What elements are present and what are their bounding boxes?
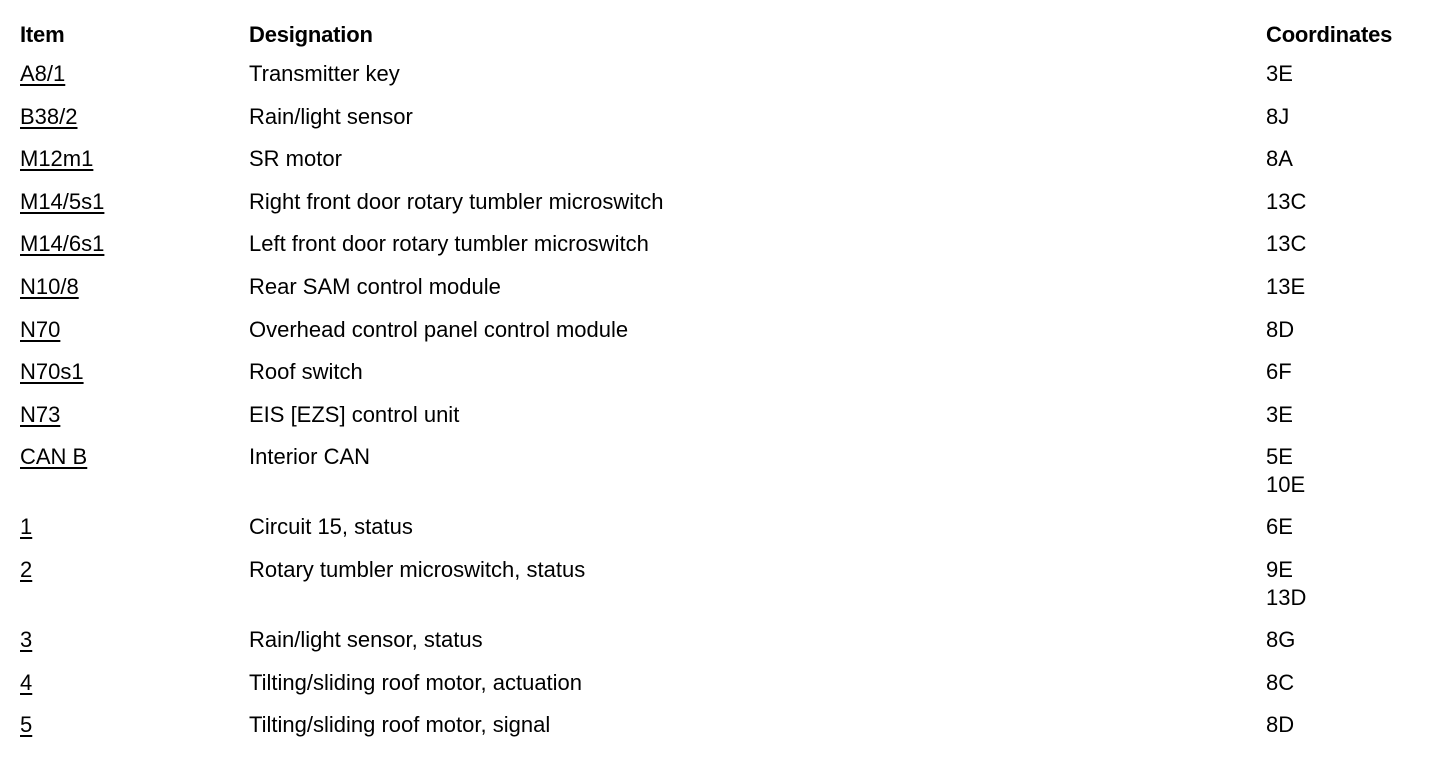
item-link[interactable]: B38/2 <box>20 103 78 129</box>
table-row <box>20 669 1440 712</box>
coordinate-value: 3E <box>1266 401 1293 427</box>
coordinates-cell <box>1266 60 1293 88</box>
item-link[interactable]: N70s1 <box>20 359 84 385</box>
designation-text: Transmitter key <box>249 61 400 86</box>
coordinate-value: 8D <box>1266 712 1295 738</box>
component-legend-table <box>20 18 1440 754</box>
column-header-designation: Designation <box>249 22 373 47</box>
item-link[interactable]: CAN B <box>20 444 88 470</box>
designation-text: Rotary tumbler microswitch, status <box>249 556 586 582</box>
coordinates-cell <box>1266 401 1293 429</box>
coordinates-cell <box>1266 711 1294 739</box>
designation-text: Rear SAM control module <box>249 273 501 299</box>
coordinates-cell <box>1266 513 1293 541</box>
table-row <box>20 316 1440 359</box>
designation-text: Right front door rotary tumbler microswitch <box>249 188 664 214</box>
designation-text: Interior CAN <box>249 444 371 470</box>
coordinate-value: 8J <box>1266 103 1290 129</box>
column-header-coordinates: Coordinates <box>1266 22 1393 47</box>
table-header <box>20 18 1440 60</box>
column-header-item: Item <box>20 22 65 47</box>
coordinate-value: 8C <box>1266 669 1295 695</box>
coordinate-value: 6F <box>1266 359 1292 385</box>
table-row <box>20 60 1440 103</box>
coordinates-cell <box>1266 103 1289 131</box>
coordinates-cell <box>1266 443 1305 499</box>
item-link[interactable]: N73 <box>20 401 61 427</box>
designation-text: Tilting/sliding roof motor, signal <box>249 712 551 738</box>
table-row <box>20 513 1440 556</box>
coordinate-value: 8G <box>1266 626 1296 652</box>
table-row <box>20 401 1440 444</box>
designation-text: Left front door rotary tumbler microswitch <box>249 231 649 257</box>
table-body <box>20 60 1440 754</box>
item-link[interactable]: 2 <box>20 556 33 582</box>
designation-text: Tilting/sliding roof motor, actuation <box>249 669 583 695</box>
item-link[interactable]: A8/1 <box>20 61 66 86</box>
table-row <box>20 230 1440 273</box>
item-link[interactable]: 4 <box>20 669 33 695</box>
designation-text: Roof switch <box>249 359 363 385</box>
coordinate-value: 3E <box>1266 61 1293 86</box>
coordinate-value: 13C <box>1266 231 1307 257</box>
coordinate-value: 13D <box>1266 584 1307 610</box>
coordinate-value: 10E <box>1266 472 1306 498</box>
item-link[interactable]: N70 <box>20 316 61 342</box>
coordinates-cell <box>1266 316 1294 344</box>
coordinate-value: 8A <box>1266 146 1293 172</box>
coordinates-cell <box>1266 626 1295 654</box>
item-link[interactable]: M14/6s1 <box>20 231 105 257</box>
table-row <box>20 273 1440 316</box>
table-row <box>20 711 1440 754</box>
designation-text: Overhead control panel control module <box>249 316 629 342</box>
item-link[interactable]: M14/5s1 <box>20 188 105 214</box>
coordinate-value: 8D <box>1266 316 1295 342</box>
coordinates-cell <box>1266 669 1294 697</box>
coordinates-cell <box>1266 145 1293 173</box>
coordinates-cell <box>1266 556 1306 612</box>
coordinates-cell <box>1266 230 1306 258</box>
item-link[interactable]: M12m1 <box>20 146 94 172</box>
item-link[interactable]: 3 <box>20 626 33 652</box>
coordinate-value: 13C <box>1266 188 1307 214</box>
coordinates-cell <box>1266 358 1292 386</box>
coordinates-cell <box>1266 273 1305 301</box>
table-row <box>20 358 1440 401</box>
table-row <box>20 188 1440 231</box>
coordinates-cell <box>1266 188 1306 216</box>
table-row <box>20 443 1440 513</box>
coordinate-value: 9E <box>1266 556 1293 582</box>
designation-text: Circuit 15, status <box>249 514 413 540</box>
coordinate-value: 6E <box>1266 514 1293 540</box>
coordinate-value: 13E <box>1266 273 1306 299</box>
item-link[interactable]: 5 <box>20 712 33 738</box>
table-row <box>20 145 1440 188</box>
table-row <box>20 626 1440 669</box>
designation-text: Rain/light sensor <box>249 103 413 129</box>
designation-text: Rain/light sensor, status <box>249 626 483 652</box>
coordinate-value: 5E <box>1266 444 1293 470</box>
designation-text: SR motor <box>249 146 342 172</box>
designation-text: EIS [EZS] control unit <box>249 401 460 427</box>
table-row <box>20 556 1440 626</box>
item-link[interactable]: 1 <box>20 514 33 540</box>
item-link[interactable]: N10/8 <box>20 273 79 299</box>
table-row <box>20 103 1440 146</box>
